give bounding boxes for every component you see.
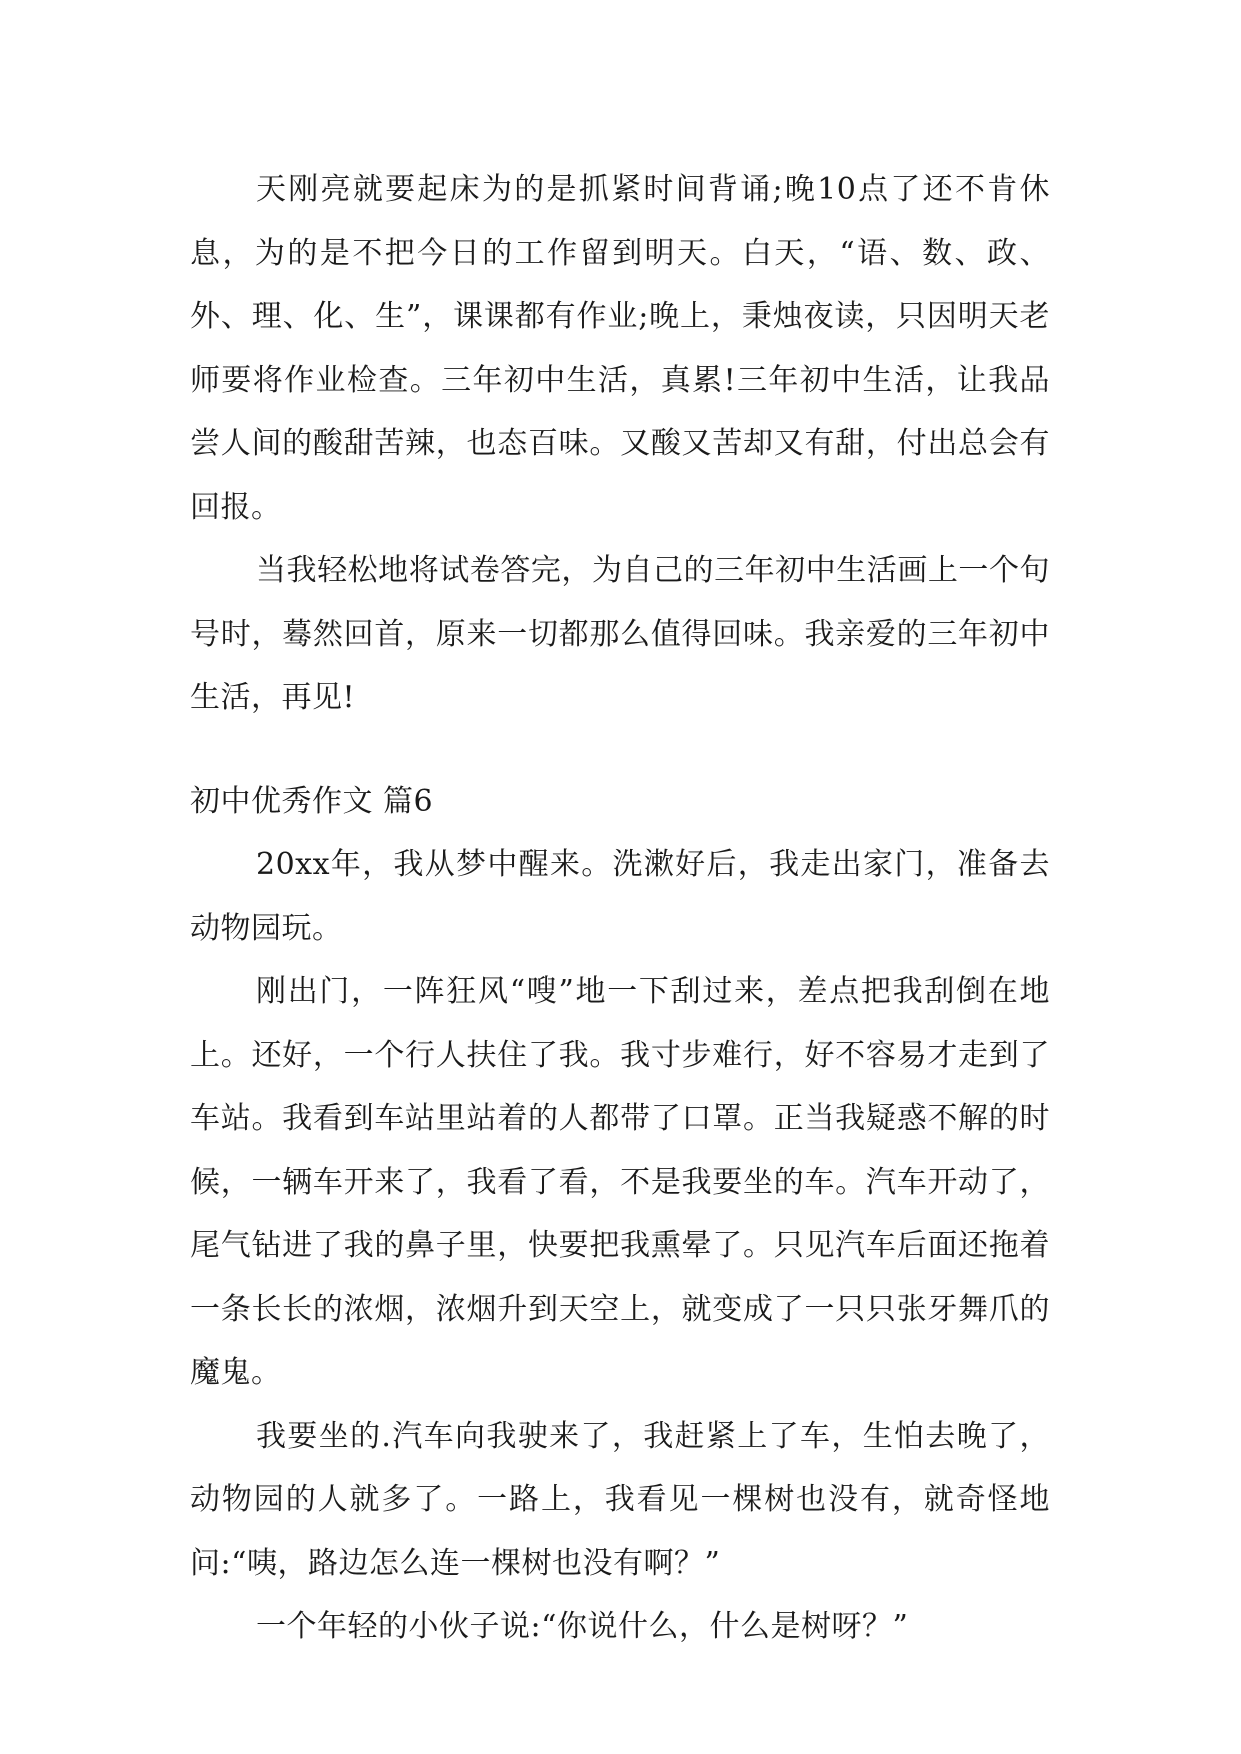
paragraph: 天刚亮就要起床为的是抓紧时间背诵;晚10点了还不肯休息，为的是不把今日的工作留到明天。白天，“语、数、政、外、理、化、生”，课课都有作业;晚上，秉烛夜读，只因明天老师要将作业检查。三年初中生活，真累!三年初中生活，让我品尝人间的酸甜苦辣，也态百味。又酸又苦却又有甜，付出总会有回报。 — [190, 172, 1050, 525]
section-title: 初中优秀作文 篇6 — [190, 783, 434, 819]
paragraph: 我要坐的.汽车向我驶来了，我赶紧上了车，生怕去晚了，动物园的人就多了。一路上，我看见一棵树也没有，就奇怪地问:“咦，路边怎么连一棵树也没有啊？” — [190, 1418, 1050, 1581]
paragraph: 一个年轻的小伙子说:“你说什么，什么是树呀？” — [256, 1609, 909, 1644]
paragraph: 当我轻松地将试卷答完，为自己的三年初中生活画上一个句号时，蓦然回首，原来一切都那么值得回味。我亲爱的三年初中生活，再见! — [190, 553, 1050, 715]
paragraph: 20xx年，我从梦中醒来。洗漱好后，我走出家门，准备去动物园玩。 — [190, 847, 1050, 946]
document-page — [190, 158, 1050, 1659]
paragraph: 刚出门，一阵狂风“嗖”地一下刮过来，差点把我刮倒在地上。还好，一个行人扶住了我。我寸步难行，好不容易才走到了车站。我看到车站里站着的人都带了口罩。正当我疑惑不解的时候，一辆车开来了，我看了看，不是我要坐的车。汽车开动了，尾气钻进了我的鼻子里，快要把我熏晕了。只见汽车后面还拖着一条长长的浓烟，浓烟升到天空上，就变成了一只只张牙舞爪的魔鬼。 — [190, 974, 1050, 1390]
